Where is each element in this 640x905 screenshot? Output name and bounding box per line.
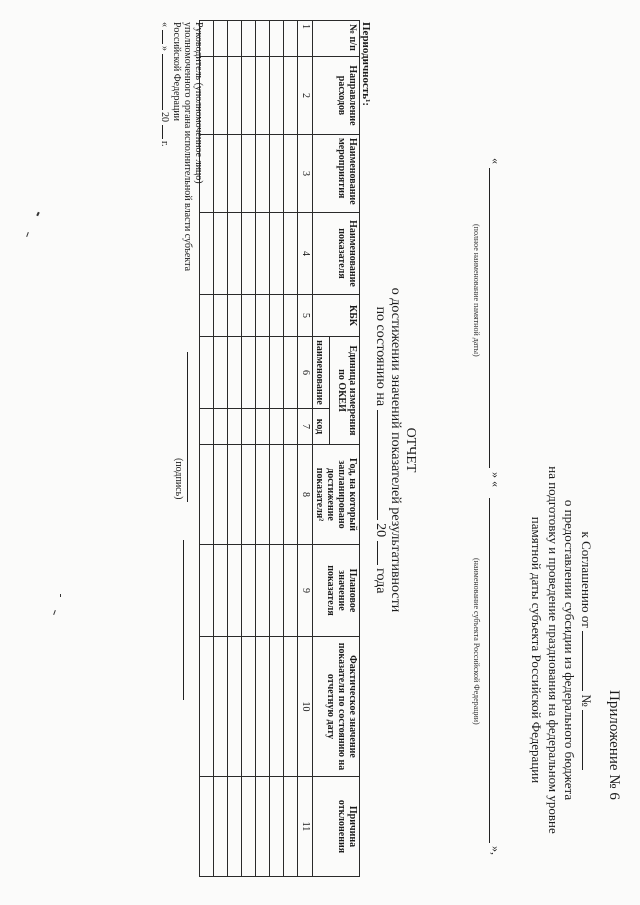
table-cell [214, 545, 228, 637]
signature-name-blank [183, 540, 184, 700]
table-cell [214, 409, 228, 445]
header-num: № п/п [313, 21, 360, 57]
signature-blank [187, 352, 188, 502]
table-cell [228, 295, 242, 337]
table-cell [256, 135, 270, 213]
header-unit-name: наименование [313, 337, 330, 409]
table-cell [242, 637, 256, 777]
agreement-block [528, 430, 594, 870]
table-cell [214, 445, 228, 545]
agreement-line-2: на подготовку и проведение празднования на федеральном уровне [546, 466, 561, 834]
table-cell [256, 777, 270, 877]
table-cell [270, 57, 284, 135]
table-cell [214, 637, 228, 777]
table-row [284, 21, 298, 877]
table-cell [256, 21, 270, 57]
table-cell [228, 135, 242, 213]
table-cell [256, 295, 270, 337]
table-cell [256, 213, 270, 295]
report-title-block [373, 150, 418, 750]
table-row [228, 21, 242, 877]
table-cell [200, 545, 214, 637]
table-cell [242, 545, 256, 637]
table-cell [200, 637, 214, 777]
annex-number: Приложение № 6 [606, 690, 622, 800]
table-cell [256, 57, 270, 135]
header-unit-code: код [313, 409, 330, 445]
date-month-blank [162, 54, 171, 110]
col-number: 9 [298, 545, 313, 637]
header-planned-year: Год, на который запланировано достижение показателя² [313, 445, 360, 545]
col-number: 7 [298, 409, 313, 445]
header-event: Наименование мероприятия [313, 135, 360, 213]
table-cell [242, 213, 256, 295]
agreement-prefix: к Соглашению от [579, 531, 594, 628]
table-cell [270, 777, 284, 877]
signature-block [159, 22, 204, 271]
table-cell [242, 777, 256, 877]
table-cell [228, 777, 242, 877]
table-cell [228, 545, 242, 637]
table-row [270, 21, 284, 877]
table-row [256, 21, 270, 877]
col-number: 2 [298, 57, 313, 135]
table-cell [214, 337, 228, 409]
table-cell [214, 295, 228, 337]
table-cell [270, 545, 284, 637]
quote-close: », [489, 846, 503, 855]
table-cell [228, 337, 242, 409]
table-cell [284, 57, 298, 135]
date-quote-open: « [159, 22, 170, 27]
header-fact-value: Фактическое значение показателя по состоянию на отчетную дату [313, 637, 360, 777]
table-cell [200, 337, 214, 409]
table-cell [270, 337, 284, 409]
table-cell [284, 213, 298, 295]
table-cell [284, 21, 298, 57]
table-cell [270, 21, 284, 57]
table-cell [200, 445, 214, 545]
col-number: 10 [298, 637, 313, 777]
signer-line-1: Руководитель (уполномоченное лицо) [193, 22, 204, 184]
table-cell [228, 445, 242, 545]
report-subtitle: о достижении значений показателей результативности [388, 287, 403, 613]
table-cell [284, 135, 298, 213]
table-cell [284, 545, 298, 637]
table-cell [200, 409, 214, 445]
as-of-date-blank [377, 410, 388, 520]
table-cell [228, 637, 242, 777]
col-number: 5 [298, 295, 313, 337]
header-direction: Направление расходов [313, 57, 360, 135]
table-cell [256, 337, 270, 409]
header-deviation: Причина отклонения [313, 777, 360, 877]
table-cell [242, 445, 256, 545]
report-title: ОТЧЕТ [403, 427, 418, 473]
table-cell [284, 777, 298, 877]
table-cell [242, 57, 256, 135]
agreement-line-1: о предоставлении субсидии из федерального бюджета [562, 499, 578, 801]
periodicity-label: Периодичность¹: [360, 22, 372, 107]
as-of-year-prefix: 20 [373, 523, 388, 538]
table-header-row [329, 21, 359, 877]
agreement-line [578, 430, 595, 870]
caption-subject: (наименование субъекта Российской Федерации) [472, 558, 481, 725]
date-quote-close: » [159, 46, 170, 51]
table-cell [228, 21, 242, 57]
col-number: 3 [298, 135, 313, 213]
signature-date [159, 22, 171, 271]
table-cell [214, 21, 228, 57]
date-year-prefix: 20 [159, 112, 170, 122]
table-cell [214, 57, 228, 135]
table-cell [242, 21, 256, 57]
col-number: 6 [298, 337, 313, 409]
header-kbk: КБК [313, 295, 360, 337]
table-cell [228, 57, 242, 135]
table-cell [270, 295, 284, 337]
table-cell [270, 409, 284, 445]
column-number-row [298, 21, 313, 877]
col-number: 8 [298, 445, 313, 545]
report-as-of [373, 150, 388, 750]
table-cell [256, 445, 270, 545]
table-cell [242, 295, 256, 337]
scan-speck [60, 594, 61, 597]
table-row [242, 21, 256, 877]
subject-name-blank [489, 498, 490, 843]
table-cell [214, 135, 228, 213]
table-cell [270, 637, 284, 777]
signer-line-2: уполномоченного органа исполнительной власти субъекта [182, 22, 193, 272]
date-year-blank [162, 125, 171, 139]
table-cell [256, 545, 270, 637]
signature-caption: (подпись) [173, 458, 184, 500]
as-of-year-blank [377, 541, 388, 565]
table-cell [228, 213, 242, 295]
table-cell [214, 777, 228, 877]
table-cell [270, 135, 284, 213]
signer-line-3: Российской Федерации [171, 22, 182, 122]
table-row [214, 21, 228, 877]
table-cell [214, 213, 228, 295]
agreement-number-blank [582, 710, 594, 770]
table-cell [270, 445, 284, 545]
quote-close-open: » « [489, 472, 503, 487]
table-cell [242, 409, 256, 445]
table-cell [284, 409, 298, 445]
table-cell [228, 409, 242, 445]
header-unit: Единица измерения по ОКЕИ [329, 337, 359, 445]
table-cell [284, 295, 298, 337]
agreement-number-sign: № [579, 694, 594, 707]
col-number: 11 [298, 777, 313, 877]
commemorative-date-row [472, 158, 503, 858]
report-table [199, 20, 360, 877]
table-cell [256, 409, 270, 445]
table-cell [200, 777, 214, 877]
header-indicator: Наименование показателя [313, 213, 360, 295]
date-day-blank [162, 30, 171, 44]
col-number: 4 [298, 213, 313, 295]
date-name-blank [489, 168, 490, 468]
agreement-date-blank [582, 631, 594, 691]
table-cell [284, 337, 298, 409]
table-cell [256, 637, 270, 777]
date-suffix: г. [159, 141, 170, 147]
table-cell [270, 213, 284, 295]
table-cell [284, 637, 298, 777]
as-of-prefix: по состоянию на [373, 306, 388, 407]
table-cell [284, 445, 298, 545]
header-plan-value: Плановое значение показателя [313, 545, 360, 637]
col-number: 1 [298, 21, 313, 57]
table-cell [200, 295, 214, 337]
table-cell [242, 337, 256, 409]
agreement-line-3: памятной даты субъекта Российской Федерации [529, 516, 545, 784]
caption-date: (полное наименование памятной даты) [472, 224, 481, 357]
table-cell [242, 135, 256, 213]
quote-open: « [489, 158, 503, 164]
as-of-suffix: года [373, 568, 388, 594]
